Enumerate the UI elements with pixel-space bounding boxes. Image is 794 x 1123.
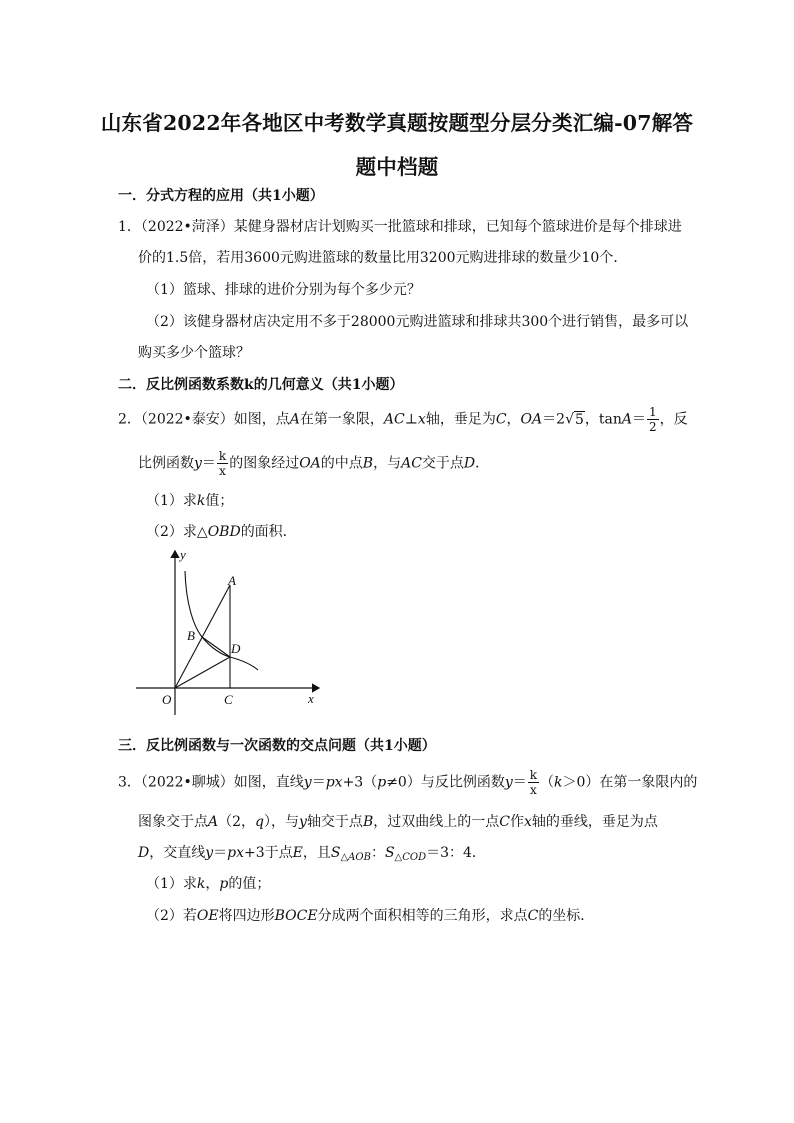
text: （2）若 [146,908,197,924]
label-O: O [162,692,172,707]
var-y: y [205,845,214,861]
problem-2-line-2 [138,450,489,477]
text: ＝2 [542,411,566,428]
label-B: B [187,628,195,643]
text: ， [205,876,220,892]
document-title [100,101,694,189]
text: ＝ [213,845,228,861]
text: ， [506,411,521,428]
text: ＝3：4． [426,845,486,861]
var-S: S [384,845,395,861]
var-y: y [504,774,513,791]
var-BOCE: BOCE [274,908,318,924]
text: （1）求 [146,876,197,892]
fraction-k-over-x [528,769,539,796]
var-A: A [289,411,300,428]
text: 的图象经过 [229,455,300,472]
var-p: p [377,774,387,791]
problem-1-question-1: （1）篮球、排球的进价分别为每个多少元？ [146,282,421,298]
denominator: x [530,783,537,797]
text: ，交直线 [149,845,206,861]
var-y: y [303,774,312,791]
text: 的坐标． [538,908,595,924]
problem-2-line-1 [118,406,688,433]
text: ，过双曲线上的一点 [373,814,500,830]
problem-1-question-2-cont: 购买多少个篮球？ [138,345,250,361]
text: ），与 [264,814,300,830]
numerator: k [529,768,538,782]
text: 交于点 [421,455,464,472]
text: 轴交于点 [306,814,363,830]
text: +3于点 [244,845,293,861]
text: 在第一象限， [299,411,384,428]
var-AC: AC [401,455,422,472]
text: ，反 [659,411,688,428]
text: ＝ [632,411,647,428]
title-line-2: 题中档题 [355,155,439,179]
text: 轴，垂足为 [425,411,496,428]
text: ＞0）在第一象限内的 [562,774,698,791]
text: 分成两个面积相等的三角形，求点 [317,908,528,924]
text: +3（ [342,774,378,791]
text: 作 [509,814,524,830]
var-OE: OE [196,908,219,924]
label-A: A [228,573,236,588]
section-heading-1: 一．分式方程的应用（共1小题） [118,188,324,204]
subscript-AOB: △AOB [340,852,371,863]
var-OA: OA [520,411,543,428]
text: ＝ [311,774,326,791]
title-line-1: 山东省2022年各地区中考数学真题按题型分层分类汇编-07解答 [100,111,694,135]
numerator: 1 [649,405,657,419]
problem-3-question-2 [146,906,594,926]
label-x: x [308,691,314,706]
figure-svg [136,545,326,715]
var-B: B [362,455,374,472]
text: ． [475,455,490,472]
text: 的面积． [240,524,297,540]
problem-3-question-1 [146,874,270,894]
text: 值； [205,493,234,509]
var-S: S [330,845,341,861]
var-px: px [325,774,343,791]
label-y: y [180,547,186,562]
text: ，tan [584,411,622,428]
var-x: x [417,411,426,428]
section-heading-3: 三．反比例函数与一次函数的交点问题（共1小题） [118,738,436,754]
problem-1-line-2: 价的1.5倍，若用3600元购进篮球的数量比用3200元购进排球的数量少10个． [138,250,628,266]
text: （2）求△ [146,524,208,540]
text: ，且 [302,845,331,861]
segment-BD [202,637,230,657]
text: （1）求 [146,493,197,509]
problem-3-line-1 [118,769,697,796]
text: 的中点 [320,455,363,472]
var-C: C [527,908,539,924]
text: ＝ [201,455,216,472]
problem-2-question-1 [146,491,233,511]
text: 图象交于点 [138,814,208,830]
var-OA: OA [299,455,321,472]
label-C: C [224,692,233,707]
var-k: k [196,876,206,892]
text: （ [540,774,555,791]
var-q: q [255,814,265,830]
var-A: A [208,814,219,830]
var-B: B [362,814,374,830]
fraction-one-half [647,406,659,433]
var-D: D [138,845,150,861]
geometry-figure [136,545,326,715]
var-E: E [292,845,303,861]
text: 将四边形 [218,908,275,924]
text: 的值； [228,876,271,892]
problem-1-question-2: （2）该健身器材店决定用不多于28000元购进篮球和排球共300个进行销售，最多可以 [146,314,689,330]
perp-symbol: ⊥ [404,411,418,428]
hyperbola-curve [185,571,258,670]
var-A: A [621,411,633,428]
text: 轴的垂线，垂足为点 [531,814,658,830]
problem-3-line-3 [138,843,486,868]
subscript-COD: △COD [394,852,427,863]
var-k: k [554,774,563,791]
var-x: x [523,814,532,830]
problem-1-line-1: 1．（2022•菏泽）某健身器材店计划购买一批篮球和排球，已知每个篮球进价是每个排球进 [118,219,682,235]
var-p: p [219,876,229,892]
text: ： [370,845,385,861]
section-heading-2: 二．反比例函数系数k的几何意义（共1小题） [118,377,404,393]
sqrt-radicand: 5 [574,411,584,428]
var-C: C [495,411,507,428]
text: ＝ [512,774,527,791]
text: 2．（2022•泰安）如图，点 [118,411,290,428]
var-D: D [463,455,476,472]
text: ，与 [373,455,402,472]
problem-2-question-2 [146,522,297,542]
var-k: k [196,493,206,509]
numerator: k [218,449,227,463]
sqrt-symbol: √ [565,411,574,428]
var-OBD: OBD [207,524,241,540]
text: 比例函数 [138,455,194,472]
var-AC: AC [383,411,405,428]
text: 3．（2022•聊城）如图，直线 [118,774,304,791]
fraction-k-over-x [217,450,228,477]
var-C: C [499,814,510,830]
text: ≠0）与反比例函数 [386,774,505,791]
var-y: y [194,455,202,472]
text: （2， [218,814,256,830]
var-y: y [299,814,307,830]
denominator: x [219,464,226,478]
denominator: 2 [649,420,657,434]
var-px: px [227,845,245,861]
label-D: D [231,641,241,656]
problem-3-line-2 [138,812,658,832]
